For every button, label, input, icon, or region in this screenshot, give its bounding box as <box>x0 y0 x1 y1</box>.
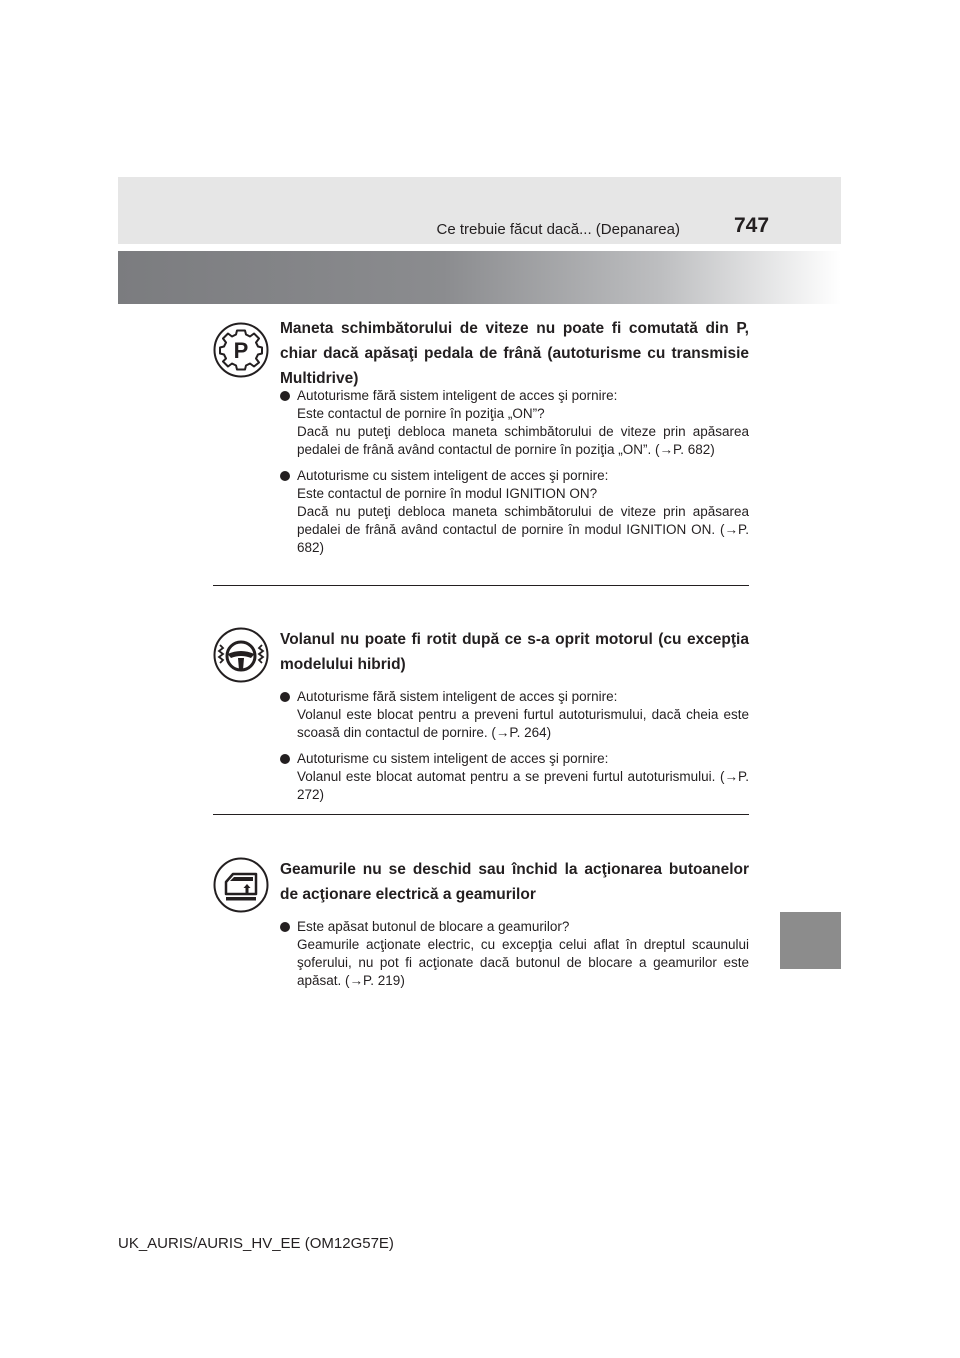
section-divider <box>213 585 749 586</box>
list-item <box>280 387 749 459</box>
chapter-side-tab <box>780 912 841 969</box>
bullet-heading: Autoturisme fără sistem inteligent de acces şi pornire: <box>297 689 618 704</box>
power-window-icon <box>213 857 269 913</box>
svg-text:P: P <box>233 338 249 363</box>
document-code: UK_AURIS/AURIS_HV_EE (OM12G57E) <box>118 1235 394 1252</box>
bullet-text: Volanul este blocat automat pentru a se preveni furtul autoturismului. (→P. 272) <box>297 769 749 802</box>
bullet-heading: Autoturisme cu sistem inteligent de acces şi pornire: <box>297 468 609 483</box>
header-section-title: Ce trebuie făcut dacă... (Depanarea) <box>436 221 680 238</box>
shift-lever-p-gear-icon <box>213 322 269 378</box>
list-item <box>280 688 749 742</box>
bullet-text: Volanul este blocat pentru a preveni furtul autoturismului, dacă cheia este scoasă din contactul de pornire. (→P. 264) <box>297 707 749 740</box>
bullet-heading: Autoturisme cu sistem inteligent de acces şi pornire: <box>297 751 609 766</box>
list-item <box>280 467 749 557</box>
list-item <box>280 918 749 990</box>
bullet-icon <box>280 754 290 764</box>
section-title: Volanul nu poate fi rotit după ce s-a oprit motorul (cu excepţia modelului hibrid) <box>280 631 749 673</box>
section-gradient-bar <box>118 251 841 304</box>
bullet-question: Este contactul de pornire în poziţia „ON”? <box>297 406 545 421</box>
bullet-text: Geamurile acţionate electric, cu excepţia celui aflat în dreptul scaunului şoferului, nu pot fi acţionate dacă butonul de blocare a geamurilor este apăsat. (→P. 219) <box>297 937 749 988</box>
section-title: Geamurile nu se deschid sau închid la acţionarea butoanelor de acţionare electrică a geamurilor <box>280 861 749 903</box>
bullet-heading: Autoturisme fără sistem inteligent de acces şi pornire: <box>297 388 618 403</box>
section-title: Maneta schimbătorului de viteze nu poate fi comutată din P, chiar dacă apăsaţi pedala de frână (autoturisme cu transmisie Multidrive) <box>280 320 749 387</box>
bullet-icon <box>280 471 290 481</box>
bullet-text: Dacă nu puteţi debloca maneta schimbătorului de viteze prin apăsarea pedalei de frână având contactul de pornire în modul IGNITION ON. (→P. 682) <box>297 504 749 555</box>
bullet-icon <box>280 391 290 401</box>
page-number: 747 <box>734 214 770 237</box>
bullet-question: Este contactul de pornire în modul IGNITION ON? <box>297 486 598 501</box>
list-item <box>280 750 749 804</box>
bullet-icon <box>280 922 290 932</box>
section-divider <box>213 814 749 815</box>
bullet-text: Dacă nu puteţi debloca maneta schimbătorului de viteze prin apăsarea pedalei de frână având contactul de pornire în poziţia „ON”. (→P. 682) <box>297 424 749 457</box>
steering-wheel-lock-icon <box>213 627 269 683</box>
bullet-heading: Este apăsat butonul de blocare a geamurilor? <box>297 919 570 934</box>
bullet-icon <box>280 692 290 702</box>
